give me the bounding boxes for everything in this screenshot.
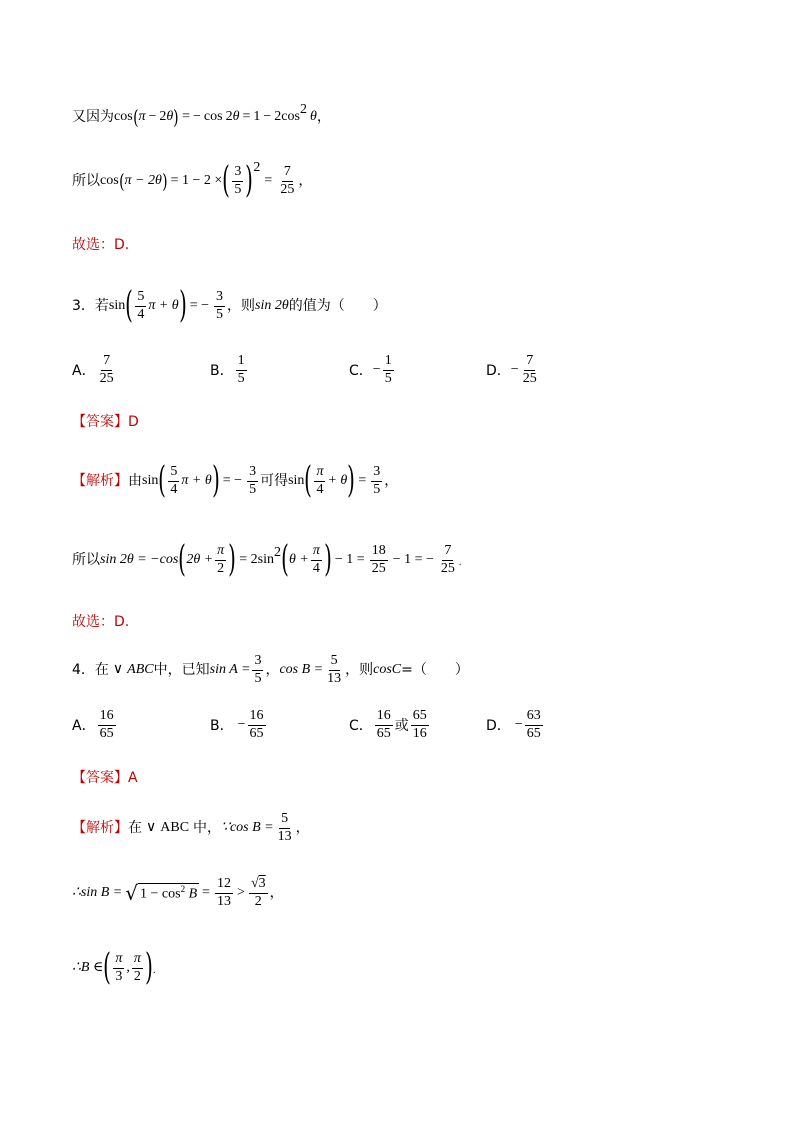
math-eq2: = [358,473,367,488]
fraction-5-13: $\frac{5}{13}$ [277,811,292,844]
paren-left: ( [118,169,125,193]
text-pre: 所以 [72,552,100,568]
option-fraction: $\frac{16}{65}$ [376,708,391,741]
option-sign: − [237,717,246,733]
option-label: C． [349,718,373,735]
math-lhs: sin 2θ = −cos [100,552,179,567]
math-abc: ABC [127,662,154,678]
option-a[interactable] [72,354,118,386]
fraction-pi-4: $\frac{\pi}{4}$ [316,463,324,497]
math-therefore: ∴B ∈ [72,960,104,975]
option-fraction: $\frac{1}{5}$ [384,353,392,386]
sqrt-expression: √ $1 - \cos^2 B$ [125,881,198,906]
option-fraction: $\frac{7}{25}$ [522,353,537,386]
option-c[interactable] [349,354,396,386]
text-zhong: 中，已知 [153,662,210,679]
option-sign: − [514,717,523,733]
fraction-5-13: $\frac{5}{13}$ [327,653,342,686]
line-choice-d-2 [72,615,129,629]
math-gt: > [237,885,245,901]
solution-4-line-2 [72,877,284,909]
answer-tag: 【答案】 [72,414,128,430]
period: . [458,557,462,568]
math-theta-c: θ [309,109,317,124]
math-because: ∵cos B = [221,820,274,836]
paren-left-big: ( [178,539,187,580]
comma-sep: , [126,960,130,975]
fraction-3-5: $\frac{3}{5}$ [234,163,242,197]
solution-tag: 【解析】 [72,820,128,837]
math-minus: − [148,109,157,124]
paren-right-big: ) [245,160,254,201]
question-3 [72,285,387,326]
option-fraction: $\frac{7}{25}$ [99,353,114,386]
paren-right: ) [173,105,179,129]
period: . [152,965,156,976]
paren-left-big: ( [281,539,289,580]
option-fraction-2: $\frac{65}{16}$ [412,708,427,741]
text-prefix: 又因为 [72,109,114,125]
solution-tag: 【解析】 [72,473,128,489]
math-in1: 2θ + [186,552,214,567]
math-eq2: = [242,109,251,124]
fraction-7-25: $\frac{7}{25}$ [440,542,455,576]
math-m1: − 1 = [334,552,365,567]
option-sign: − [510,362,519,378]
line-cos-value [72,160,313,201]
answer-4 [72,771,138,785]
answer-value: D [128,414,139,430]
fraction-3-5-b: $\frac{3}{5}$ [373,463,381,497]
option-c[interactable] [349,709,431,741]
option-fraction: $\frac{16}{65}$ [99,708,114,741]
text-abc: ABC [160,820,190,836]
math-mid2: + θ [327,473,348,488]
paren-right-big: ) [228,539,237,580]
paren-right-big: ) [347,460,356,501]
option-label: B． [210,363,234,380]
option-sign: − [372,362,381,378]
fraction-3-5: $\frac{3}{5}$ [254,653,262,686]
math-expr: π − 2θ [124,173,162,188]
separator: ， [265,662,280,679]
solution-4-line-3 [72,947,156,988]
paren-right-big: ) [178,285,187,326]
math-rhs: = 1 − 2 × [170,173,223,188]
answer-tag: 【答案】 [72,770,128,786]
paren-left: ( [132,105,139,129]
option-label: A． [72,718,96,735]
math-sin: sin [108,298,126,313]
text-get: 可得 [260,473,289,489]
paren-right-big: ) [211,460,220,501]
option-fraction: $\frac{1}{5}$ [237,353,245,386]
math-m2: − 1 = − [392,552,434,567]
math-eq: = − [189,298,209,313]
math-eq: = − [222,473,243,488]
fraction-18-25: $\frac{18}{25}$ [371,542,386,576]
math-therefore: ∴sin B = [72,885,123,901]
comma: ， [316,109,331,125]
math-mid: π + θ [148,298,179,313]
math-theta-b: θ [232,109,240,124]
paren-left-big: ( [103,947,112,988]
option-d[interactable] [486,354,541,386]
solution-3-line-2 [72,539,462,580]
triangle-symbol: ∨ [112,662,124,678]
math-sin: sin [142,473,159,488]
question-number: 3．若 [72,298,109,314]
math-cosB: cos B = [279,662,324,678]
math-cos: cos [100,173,119,188]
fraction-5-4: $\frac{5}{4}$ [137,288,145,322]
option-label: D． [486,718,511,735]
fraction-sqrt3-2: $\frac{√3}{2}$ [250,876,266,909]
text-then: ，则 [345,662,374,679]
option-b[interactable] [210,709,268,741]
fraction-pi-2: $\frac{\pi}{2}$ [217,542,225,576]
option-a[interactable] [72,709,118,741]
text-then: ，则 [227,298,255,314]
line-cos-identity [72,102,331,129]
math-mid: π + θ [181,473,212,488]
option-b[interactable] [210,354,249,386]
text-tail: 的值为（ ） [288,298,387,314]
comma: ， [295,820,310,837]
fraction-3-5: $\frac{3}{5}$ [216,288,223,322]
math-sin-b: sin [288,473,305,488]
option-label: A． [72,363,96,380]
solution-4-line-1 [72,812,310,844]
answer-value: A [128,770,138,786]
math-eq: = [264,173,273,188]
math-eq: = 2sin [239,552,274,567]
line-choice-d-1 [72,238,129,252]
comma: ， [384,473,399,489]
math-eq: = [182,109,191,124]
choice-text: 故选：D. [72,614,130,630]
paren-left-big: ( [125,285,134,326]
option-fraction: $\frac{63}{65}$ [526,708,541,741]
text-zhong: 中， [193,820,222,837]
math-minus2: − [263,109,272,124]
solution-3-line-1 [72,460,399,501]
math-two-b: 2 [225,109,233,124]
math-neg: − [193,109,201,124]
fraction-5-4: $\frac{5}{4}$ [170,463,178,497]
text-prefix: 所以 [72,173,100,189]
math-two: 2 [159,109,167,124]
fraction-12-13: $\frac{12}{13}$ [217,876,232,909]
triangle-symbol: ∨ [146,820,157,836]
fraction-7-25: $\frac{7}{25}$ [280,163,295,197]
math-sq: 2 [299,102,307,117]
fraction-pi-4: $\frac{\pi}{4}$ [312,542,320,576]
option-d[interactable] [486,709,545,741]
paren-right-big: ) [145,947,153,988]
option-label: C． [349,363,373,380]
math-pi: π [138,109,146,124]
math-theta: θ [166,109,174,124]
math-twocos: 2cos [274,109,300,124]
question-4 [72,654,469,686]
choice-text: 故选：D. [72,237,130,253]
option-fraction: $\frac{16}{65}$ [249,708,264,741]
math-one: 1 [253,109,261,124]
option-label: D． [486,363,511,380]
option-label: B． [210,718,234,735]
math-sinA: sin A = [209,662,251,678]
math-sin2theta: sin 2θ [255,298,289,313]
text-pre: 由 [128,473,142,489]
math-eq: = [202,885,211,901]
paren-right: ) [162,169,168,193]
math-in2: θ + [289,552,309,567]
fraction-pi-3: $\frac{\pi}{3}$ [115,950,123,984]
math-cos: cos [114,109,133,124]
comma: ， [298,173,313,189]
paren-left-big: ( [304,460,313,501]
answer-3 [72,415,139,429]
math-cosC: cosC [373,662,402,678]
comma: ， [269,885,284,902]
text-tail: =（ ） [401,662,469,679]
math-sq: 2 [273,545,281,560]
question-number: 4．在 [72,662,109,679]
math-cos2: cos [203,109,223,124]
fraction-pi-2: $\frac{\pi}{2}$ [133,950,141,984]
option-or: 或 [394,718,409,735]
paren-left-big: ( [222,160,231,201]
paren-right-big: ) [324,539,332,580]
paren-left-big: ( [158,460,167,501]
math-sq: 2 [253,160,261,175]
fraction-3-5: $\frac{3}{5}$ [249,463,257,497]
text-pre: 在 [128,820,142,837]
